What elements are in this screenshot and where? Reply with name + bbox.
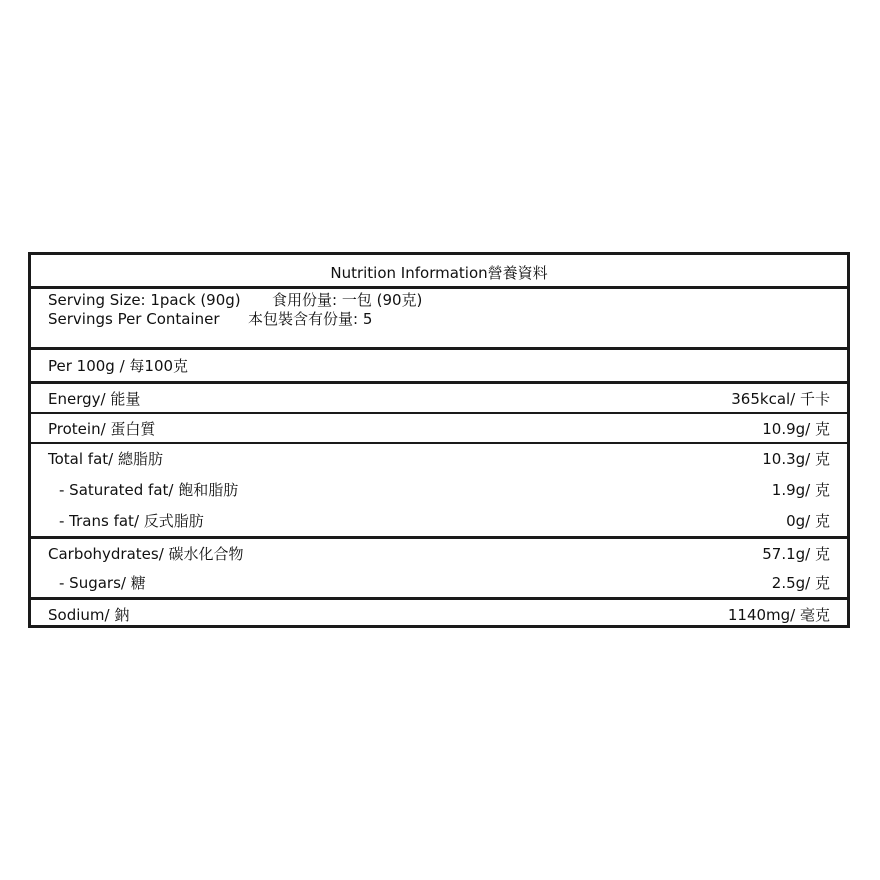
serving-info [31, 291, 847, 329]
serving-size: Serving Size: 1pack (90g) [48, 291, 241, 309]
divider [31, 286, 847, 289]
nutrient-value: 10.9g/ 克 [762, 419, 830, 438]
nutrient-row [31, 414, 847, 443]
nutrient-value: 365kcal/ 千卡 [731, 389, 830, 408]
nutrient-row [31, 384, 847, 413]
servings-per-container-zh: 本包裝含有份量: 5 [248, 310, 373, 328]
nutrient-row [31, 600, 847, 629]
nutrient-name: Carbohydrates/ 碳水化合物 [48, 544, 244, 563]
per-basis-row [31, 351, 847, 380]
divider [31, 347, 847, 350]
nutrient-value: 10.3g/ 克 [762, 449, 830, 468]
nutrient-name: - Saturated fat/ 飽和脂肪 [59, 480, 239, 499]
nutrient-name: - Sugars/ 糖 [59, 573, 146, 592]
serving-size-zh: 食用份量: 一包 (90克) [272, 291, 423, 309]
label-title: Nutrition Information營養資料 [330, 264, 548, 282]
nutrient-name: Protein/ 蛋白質 [48, 419, 156, 438]
nutrient-name: Total fat/ 總脂肪 [48, 449, 163, 468]
nutrient-name: Sodium/ 鈉 [48, 605, 130, 624]
nutrient-value: 57.1g/ 克 [762, 544, 830, 563]
nutrient-row [31, 475, 847, 504]
nutrient-value: 2.5g/ 克 [771, 573, 830, 592]
nutrient-row [31, 568, 847, 597]
nutrient-row [31, 444, 847, 473]
nutrition-label [28, 252, 850, 628]
servings-per-container-line [48, 310, 847, 329]
per-basis: Per 100g / 每100克 [48, 356, 189, 375]
nutrient-name: Energy/ 能量 [48, 389, 141, 408]
nutrient-value: 0g/ 克 [786, 511, 830, 530]
nutrient-value: 1.9g/ 克 [771, 480, 830, 499]
serving-size-line [48, 291, 847, 310]
servings-per-container: Servings Per Container [48, 310, 220, 328]
nutrient-row [31, 539, 847, 568]
nutrient-row [31, 506, 847, 535]
nutrient-value: 1140mg/ 毫克 [727, 605, 830, 624]
nutrient-name: - Trans fat/ 反式脂肪 [59, 511, 204, 530]
